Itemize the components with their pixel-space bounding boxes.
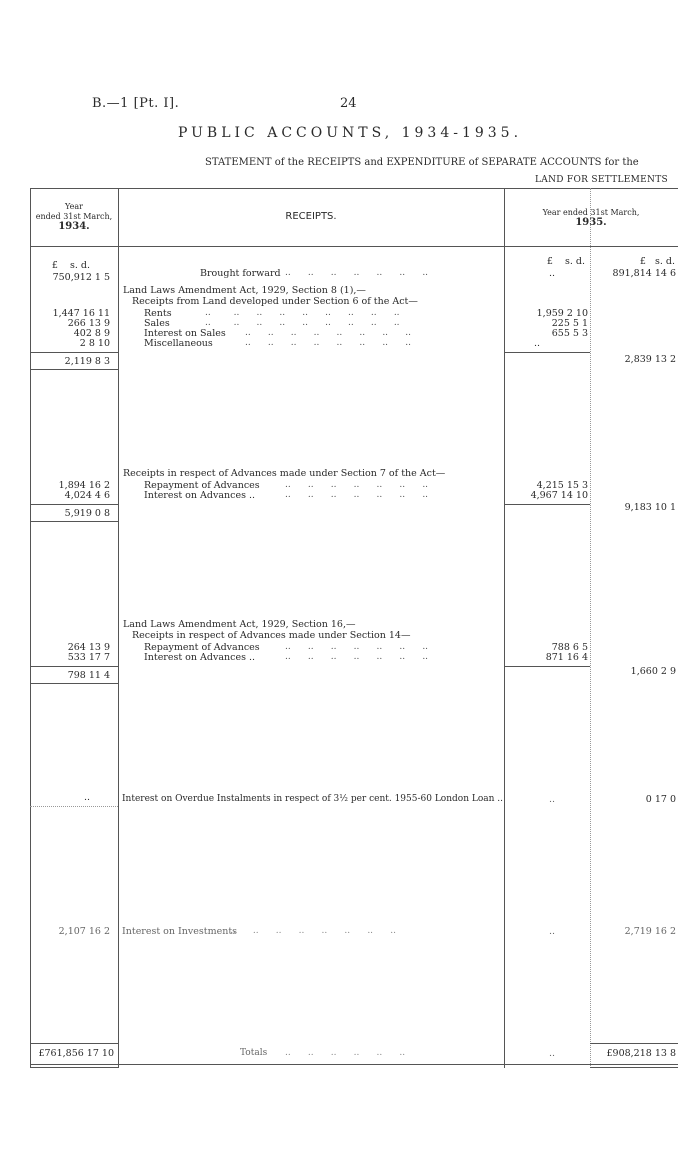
section3-prev-total-rule	[30, 683, 118, 684]
section3-interest-curr: 871 16 4	[545, 652, 588, 663]
totals-inner: ..	[548, 1048, 555, 1059]
investments-label: Interest on Investments	[122, 926, 238, 937]
leader-dots: .. .. .. .. .. .. .. ..	[245, 338, 411, 348]
table-top-rule	[30, 188, 678, 189]
section2-interest-label: Interest on Advances ..	[144, 490, 256, 501]
section1-interest-curr: 655 5 3	[551, 328, 588, 339]
leader-dots: .. .. .. .. .. .. ..	[285, 642, 429, 652]
section3-interest-prev: 533 17 7	[67, 652, 110, 663]
totals-double-rule	[590, 1067, 678, 1068]
totals-total: £908,218 13 8	[606, 1048, 676, 1059]
leader-dots: .. .. .. .. .. .. ..	[285, 268, 429, 278]
section2-prev-total: 5,919 0 8	[64, 508, 110, 519]
overdue-total: 0 17 0	[645, 794, 676, 805]
brought-forward-total: 891,814 14 6	[612, 268, 676, 279]
section1-sales-prev: 266 13 9	[67, 318, 110, 329]
section1-prev-rule	[30, 352, 118, 353]
section2-inner-rule	[504, 504, 590, 505]
overdue-label: Interest on Overdue Instalments in respect of 3½ per cent. 1955-60 London Loan ..	[122, 794, 504, 804]
section1-prev-total-rule	[30, 369, 118, 370]
accounts-table	[30, 188, 678, 1068]
section3-prev-rule	[30, 666, 118, 667]
leader-dots: .. .. .. .. .. .. ..	[285, 480, 429, 490]
investments-total: 2,719 16 2	[624, 926, 676, 937]
col-head-prev-year-value: 1934.	[58, 221, 90, 232]
section3-repayment-label: Repayment of Advances	[144, 642, 260, 653]
totals-prev: £761,856 17 10	[38, 1048, 114, 1059]
brought-forward-inner: ..	[548, 268, 555, 279]
section2-interest-prev: 4,024 4 6	[64, 490, 110, 501]
investments-prev: 2,107 16 2	[58, 926, 110, 937]
leader-dots: .. .. .. .. .. .. .. .. ..	[205, 318, 400, 328]
col-head-prev-line1: Year	[65, 202, 83, 211]
investments-inner: ..	[548, 926, 555, 937]
leader-dots: .. .. .. .. .. .. .. ..	[245, 328, 411, 338]
header-rule	[30, 246, 678, 247]
overdue-prev: ..	[83, 792, 90, 803]
totals-prev-top-rule	[30, 1043, 118, 1044]
section1-heading: Land Laws Amendment Act, 1929, Section 8 (1),—	[123, 285, 366, 296]
section3-heading: Land Laws Amendment Act, 1929, Section 16,—	[123, 619, 356, 630]
col-head-curr-line1: Year ended 31st March,	[542, 208, 640, 217]
section2-prev-total-rule	[30, 521, 118, 522]
section2-prev-rule	[30, 504, 118, 505]
col-divider-receipts	[504, 188, 505, 1068]
document-reference: B.—1 [Pt. I].	[92, 96, 180, 111]
totals-top-rule	[590, 1043, 678, 1044]
section3-interest-label: Interest on Advances ..	[144, 652, 256, 663]
col-divider-prev	[118, 188, 119, 1068]
leader-dots: .. .. .. .. .. .. .. ..	[230, 926, 396, 936]
currency-head-inner: £ s. d.	[546, 256, 585, 267]
statement-title: STATEMENT of the RECEIPTS and EXPENDITURE of SEPARATE ACCOUNTS for the	[205, 157, 639, 168]
section2-repayment-prev: 1,894 16 2	[58, 480, 110, 491]
col-head-curr-year-value: 1935.	[575, 217, 607, 228]
section1-interest-prev: 402 8 9	[73, 328, 110, 339]
section3-inner-rule	[504, 666, 590, 667]
section2-heading: Receipts in respect of Advances made under Section 7 of the Act—	[123, 468, 446, 479]
section1-rents-prev: 1,447 16 11	[52, 308, 110, 319]
totals-prev-double-rule	[30, 1067, 118, 1068]
section1-sales-curr: 225 5 1	[551, 318, 588, 329]
section3-repayment-prev: 264 13 9	[67, 642, 110, 653]
section1-rents-label: Rents	[144, 308, 172, 319]
section1-inner-rule	[504, 352, 590, 353]
col-head-receipts: RECEIPTS.	[285, 211, 337, 222]
currency-head-total: £ s. d.	[639, 256, 675, 267]
section3-subheading: Receipts in respect of Advances made under Section 14—	[132, 630, 411, 641]
section2-repayment-label: Repayment of Advances	[144, 480, 260, 491]
section2-interest-curr: 4,967 14 10	[530, 490, 588, 501]
table-bottom-rule	[30, 1064, 678, 1065]
brought-forward-label: Brought forward	[200, 268, 281, 279]
page-title: PUBLIC ACCOUNTS, 1934-1935.	[177, 125, 523, 141]
leader-dots: .. .. .. .. .. .. ..	[285, 490, 429, 500]
section1-total: 2,839 13 2	[624, 354, 676, 365]
col-head-prev-year	[30, 202, 118, 232]
section3-total: 1,660 2 9	[630, 666, 676, 677]
leader-dots: .. .. .. .. .. .. .. .. ..	[205, 308, 400, 318]
col-head-curr-year	[504, 208, 678, 228]
col-head-prev-line2: ended 31st March,	[35, 212, 113, 221]
section1-interest-label: Interest on Sales	[144, 328, 226, 339]
section1-misc-label: Miscellaneous	[144, 338, 213, 349]
section1-rents-curr: 1,959 2 10	[536, 308, 588, 319]
section3-repayment-curr: 788 6 5	[551, 642, 588, 653]
page-number: 24	[340, 96, 357, 111]
currency-head-prev: £ s. d.	[51, 260, 90, 271]
totals-label: Totals	[240, 1048, 268, 1058]
section1-misc-curr: ..	[533, 338, 540, 349]
leader-dots: .. .. .. .. .. ..	[285, 1048, 406, 1058]
section1-misc-prev: 2 8 10	[79, 338, 110, 349]
section2-total: 9,183 10 1	[624, 502, 676, 513]
section1-subheading: Receipts from Land developed under Section 6 of the Act—	[132, 296, 418, 307]
brought-forward-prev: 750,912 1 5	[52, 272, 110, 283]
section2-repayment-curr: 4,215 15 3	[536, 480, 588, 491]
overdue-prev-rule	[30, 806, 118, 807]
overdue-inner: ..	[548, 794, 555, 805]
section1-sales-label: Sales	[144, 318, 170, 329]
section3-prev-total: 798 11 4	[67, 670, 110, 681]
section1-prev-total: 2,119 8 3	[64, 356, 110, 367]
statement-title-line2: LAND FOR SETTLEMENTS	[535, 175, 668, 185]
leader-dots: .. .. .. .. .. .. ..	[285, 652, 429, 662]
